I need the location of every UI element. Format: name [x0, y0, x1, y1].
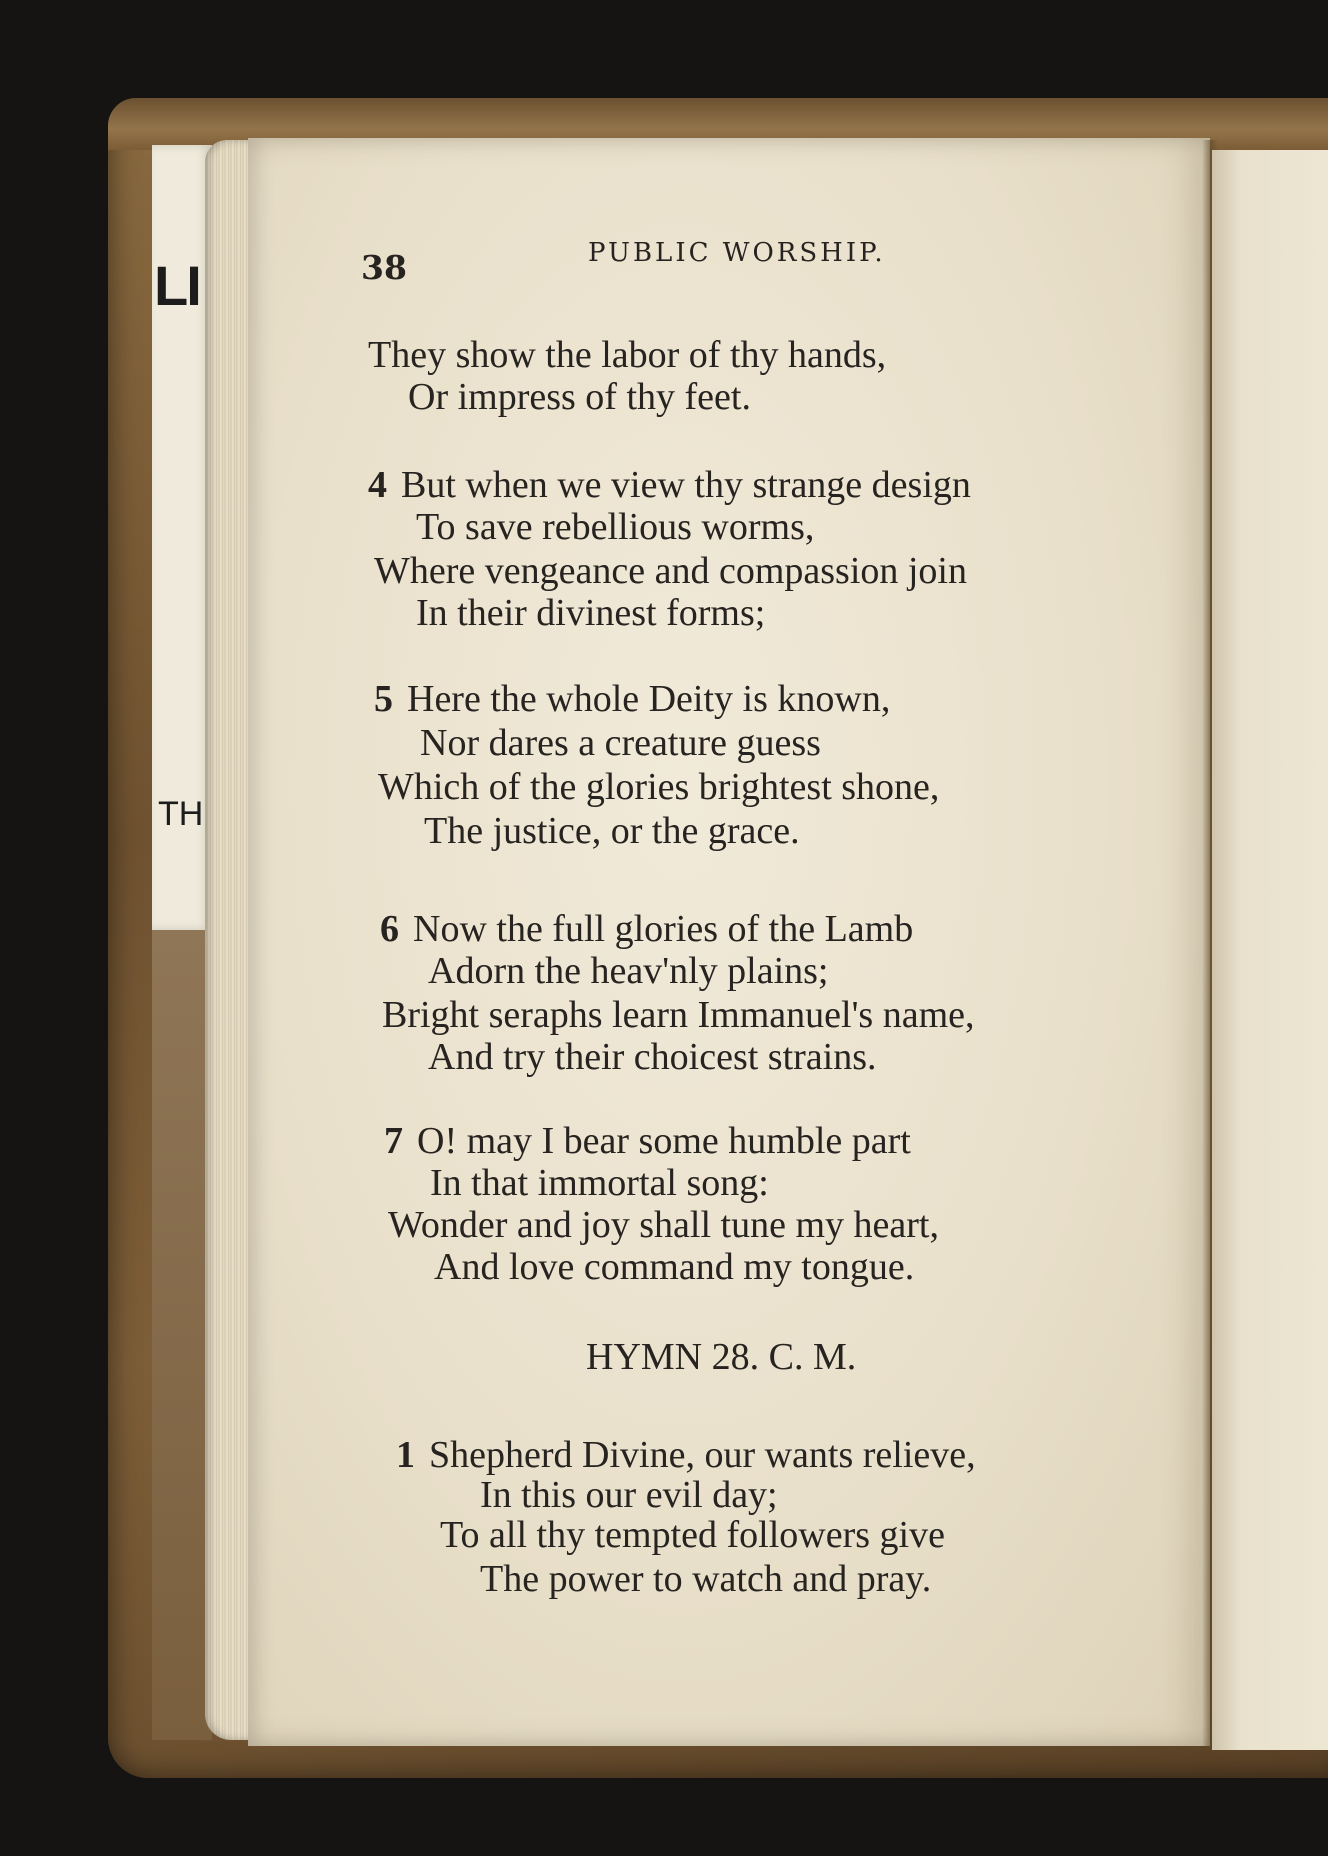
verse-line: Where vengeance and compassion join — [374, 550, 967, 592]
verse-line — [374, 680, 890, 718]
verse-line-text: Now the full glories of the Lamb — [413, 908, 914, 950]
stanza-number: 7 — [384, 1120, 403, 1162]
verse-line: In this our evil day; — [480, 1474, 778, 1516]
verse-line: Adorn the heav'nly plains; — [428, 950, 829, 992]
verse-line: Or impress of thy feet. — [408, 376, 751, 418]
running-title: PUBLIC WORSHIP. — [588, 238, 886, 268]
verse-line — [380, 910, 913, 948]
verse-line: They show the labor of thy hands, — [368, 334, 887, 376]
verse-line: To save rebellious worms, — [416, 506, 815, 548]
verse-line: The power to watch and pray. — [480, 1558, 932, 1600]
verse-line: Which of the glories brightest shone, — [378, 766, 940, 808]
stanza-number: 6 — [380, 908, 399, 950]
label-text-fragment-1: LI — [154, 254, 200, 317]
verse-line-text: Shepherd Divine, our wants relieve, — [429, 1434, 976, 1476]
verse-line: The justice, or the grace. — [424, 810, 800, 852]
label-text-fragment-2: TH — [158, 795, 204, 833]
verse-line — [396, 1436, 976, 1474]
verse-line: Wonder and joy shall tune my heart, — [388, 1204, 939, 1246]
verse-line: To all thy tempted followers give — [440, 1514, 945, 1556]
verse-line: Bright seraphs learn Immanuel's name, — [382, 994, 975, 1036]
verse-line: In that immortal song: — [430, 1162, 769, 1204]
verse-line-text: O! may I bear some humble part — [417, 1120, 911, 1162]
stanza-number: 5 — [374, 678, 393, 720]
stanza-number: 4 — [368, 464, 387, 506]
hymn-heading: HYMN 28. C. M. — [586, 1336, 857, 1378]
verse-line-text: Here the whole Deity is known, — [407, 678, 891, 720]
page-number: 38 — [361, 248, 407, 287]
verse-line: And love command my tongue. — [434, 1246, 915, 1288]
verse-line-text: But when we view thy strange design — [401, 464, 971, 506]
verse-line: And try their choicest strains. — [428, 1036, 877, 1078]
stanza-number: 1 — [396, 1434, 415, 1476]
verse-line — [384, 1122, 911, 1160]
verse-line — [368, 466, 971, 504]
verse-line: In their divinest forms; — [416, 592, 766, 634]
verse-line: Nor dares a creature guess — [420, 722, 821, 764]
